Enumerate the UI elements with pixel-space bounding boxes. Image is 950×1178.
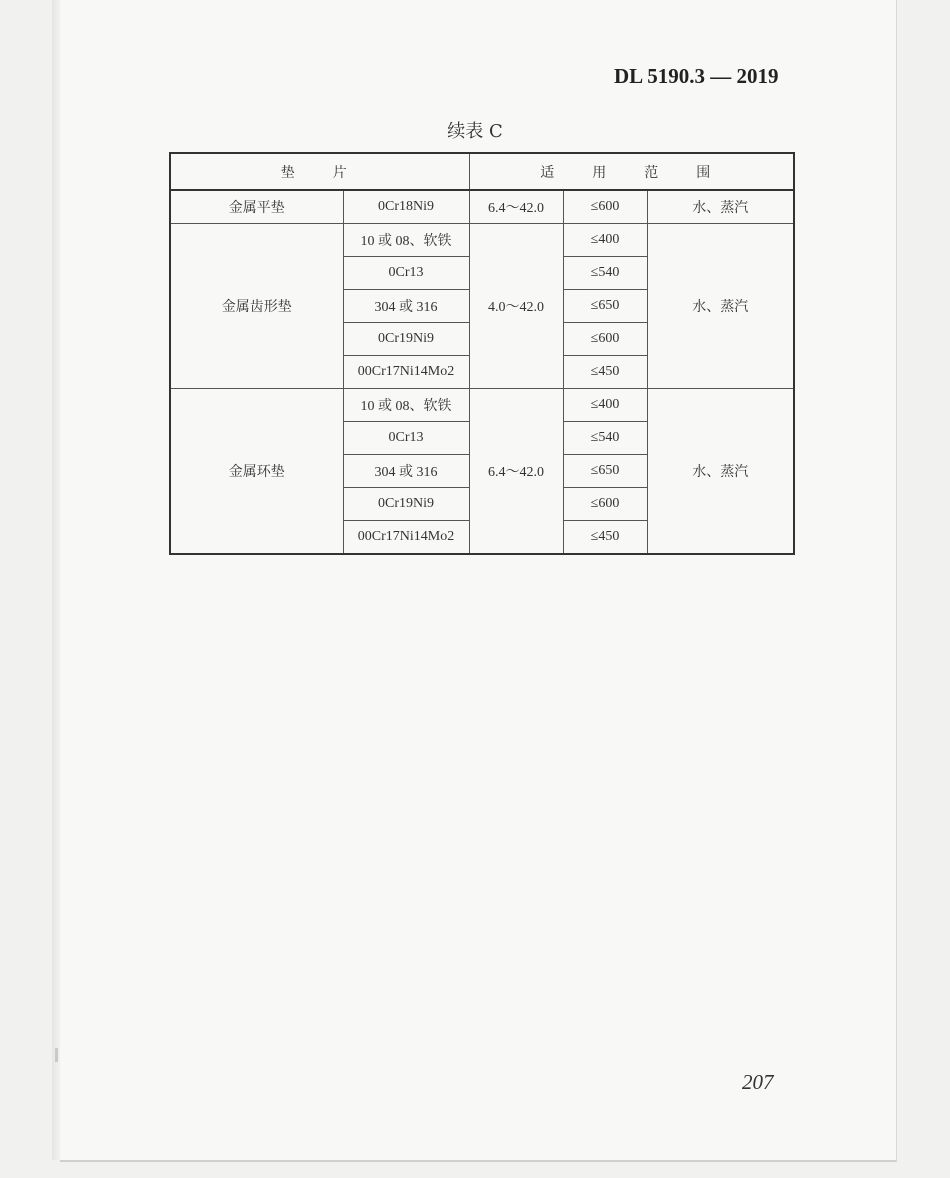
table-title: 续表 C [447,121,503,142]
temperature-cell: ≤600 [563,488,647,521]
pressure-range-cell: 6.4～42.0 [469,389,563,555]
gasket-table [169,152,795,555]
table-header-row [170,153,794,190]
material-cell: 0Cr13 [343,422,469,455]
material-cell: 10 或 08、软铁 [343,224,469,257]
pressure-range-cell: 4.0～42.0 [469,224,563,389]
scan-artifact [55,1048,58,1062]
table-body [170,190,794,554]
page-number: 207 [742,1070,774,1094]
temperature-cell: ≤400 [563,224,647,257]
medium-cell: 水、蒸汽 [647,190,794,224]
material-cell: 304 或 316 [343,290,469,323]
material-cell: 0Cr19Ni9 [343,323,469,356]
header-scope: 适 用 范 围 [469,153,794,190]
material-cell: 0Cr13 [343,257,469,290]
temperature-cell: ≤600 [563,323,647,356]
temperature-cell: ≤540 [563,422,647,455]
pressure-range-cell: 6.4～42.0 [469,190,563,224]
temperature-cell: ≤650 [563,290,647,323]
material-cell: 0Cr19Ni9 [343,488,469,521]
medium-cell: 水、蒸汽 [647,389,794,555]
table-row [170,389,794,422]
gasket-type-cell: 金属齿形垫 [170,224,343,389]
table-row [170,190,794,224]
gasket-type-cell: 金属环垫 [170,389,343,555]
header-gasket: 垫 片 [170,153,469,190]
temperature-cell: ≤400 [563,389,647,422]
standard-code-header: DL 5190.3 — 2019 [614,64,779,88]
temperature-cell: ≤450 [563,356,647,389]
temperature-cell: ≤450 [563,521,647,555]
temperature-cell: ≤540 [563,257,647,290]
table-row [170,224,794,257]
material-cell: 00Cr17Ni14Mo2 [343,356,469,389]
temperature-cell: ≤600 [563,190,647,224]
material-cell: 00Cr17Ni14Mo2 [343,521,469,555]
gasket-type-cell: 金属平垫 [170,190,343,224]
temperature-cell: ≤650 [563,455,647,488]
material-cell: 304 或 316 [343,455,469,488]
material-cell: 10 或 08、软铁 [343,389,469,422]
medium-cell: 水、蒸汽 [647,224,794,389]
material-cell: 0Cr18Ni9 [343,190,469,224]
